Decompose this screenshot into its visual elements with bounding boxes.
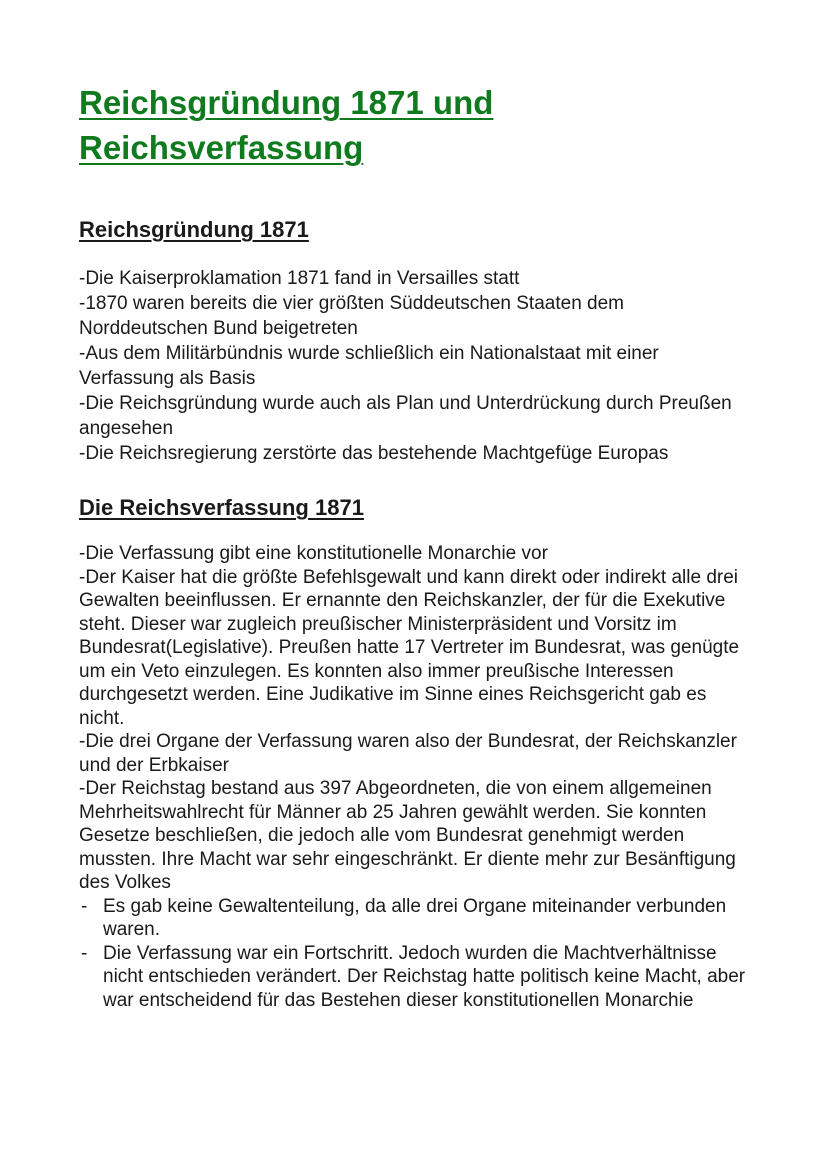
text-line: -Die Reichsregierung zerstörte das bestehende Machtgefüge Europas <box>79 443 669 464</box>
text-line: -1870 waren bereits die vier größten Süddeutschen Staaten dem Norddeutschen Bund beigetreten <box>79 293 624 339</box>
text-line: -Die Reichsgründung wurde auch als Plan und Unterdrückung durch Preußen angesehen <box>79 393 732 439</box>
section-heading-reichsgruendung: Reichsgründung 1871 <box>79 217 309 242</box>
reichsgruendung-points <box>79 266 749 466</box>
bullet-text: Die Verfassung war ein Fortschritt. Jedoch wurden die Machtverhältnisse nicht entschieden verändert. Der Reichstag hatte politisch keine Macht, aber war entscheidend für das Bestehen dieser konstitutionellen Monarchie <box>103 942 746 1011</box>
bullet-text: Es gab keine Gewaltenteilung, da alle drei Organe miteinander verbunden waren. <box>103 895 727 940</box>
reichsverfassung-body <box>79 542 749 1012</box>
text-line: -Die Kaiserproklamation 1871 fand in Versailles statt <box>79 268 520 289</box>
document-page <box>79 80 749 1012</box>
text-line: -Aus dem Militärbündnis wurde schließlich ein Nationalstaat mit einer Verfassung als Basis <box>79 343 659 389</box>
paragraph: -Der Reichstag bestand aus 397 Abgeordneten, die von einem allgemeinen Mehrheitswahlrecht für Männer ab 25 Jahren gewählt werden. Sie konnten Gesetze beschließen, die jedoch alle vom Bundesrat genehmigt werden mussten. Ihre Macht war sehr eingeschränkt. Er diente mehr zur Besänftigung des Volkes <box>79 778 736 893</box>
bullet-dash: - <box>81 895 88 917</box>
paragraph: -Der Kaiser hat die größte Befehlsgewalt und kann direkt oder indirekt alle drei Gewalten beeinflussen. Er ernannte den Reichskanzler, der für die Exekutive steht. Dieser war zugleich preußischer Ministerpräsident und Vorsitz im Bundesrat(Legislative). Preußen hatte 17 Vertreter im Bundesrat, was genügte um ein Veto einzulegen. Es konnten also immer preußische Interessen durchgesetzt werden. Eine Judikative im Sinne eines Reichsgericht gab es nicht. <box>79 566 740 729</box>
bullet-item <box>79 942 749 1013</box>
paragraph: -Die drei Organe der Verfassung waren also der Bundesrat, der Reichskanzler und der Erbkaiser <box>79 731 737 776</box>
bullet-item <box>79 895 749 942</box>
bullet-dash: - <box>81 942 88 964</box>
document-title: Reichsgründung 1871 und Reichsverfassung <box>79 84 494 166</box>
bullet-list <box>79 895 749 1013</box>
section-heading-reichsverfassung: Die Reichsverfassung 1871 <box>79 495 364 520</box>
paragraph: -Die Verfassung gibt eine konstitutionelle Monarchie vor <box>79 543 548 564</box>
